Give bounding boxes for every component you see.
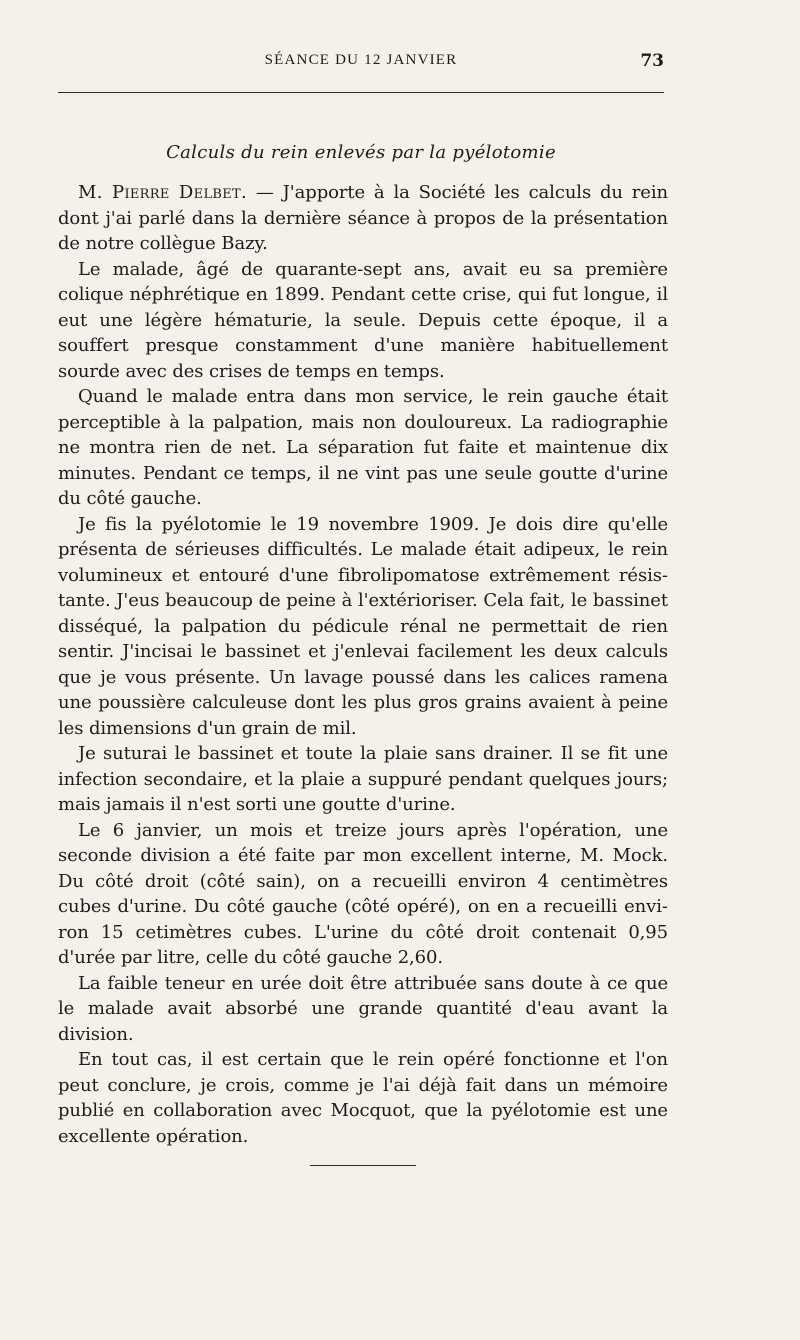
article-body	[58, 180, 668, 1149]
author-name: M. Pierre Delbet.	[78, 182, 248, 203]
paragraph: La faible teneur en urée doit être attribuée sans doute à ce que le malade avait absorbé une grande quantité d'eau avant la division.	[58, 972, 668, 1045]
running-title: SÉANCE DU 12 JANVIER	[264, 52, 458, 68]
paragraph: Le 6 janvier, un mois et treize jours après l'opération, une seconde division a été faite par mon excellent interne, M. Mock. Du côté droit (côté sain), on a recueilli environ 4 centimètres cubes d'urine. Du côté gauche (côté opéré), on en a recueilli environ 15 cetimètres cubes. L'urine du côté droit contenait 0,95 d'urée par litre, celle du côté gauche 2,60.	[58, 819, 668, 968]
header-rule	[58, 92, 664, 93]
paragraph: En tout cas, il est certain que le rein opéré fonctionne et l'on peut conclure, je crois, comme je l'ai déjà fait dans un mémoire publié en collaboration avec Mocquot, que la pyélotomie est une excellente opération.	[58, 1049, 668, 1147]
page-number: 73	[640, 51, 664, 71]
page-header	[58, 52, 664, 74]
paragraph	[58, 180, 668, 257]
paragraph-text: — J'apporte à la Société les calculs du rein dont j'ai parlé dans la dernière séance à propos de la présentation de notre collègue Bazy.	[58, 182, 668, 254]
paragraph: Je fis la pyélotomie le 19 novembre 1909. Je dois dire qu'elle présenta de sérieuses difficultés. Le malade était adipeux, le rein volumineux et entouré d'une fibrolipomatose extrêmement résistante. J'eus beaucoup de peine à l'extérioriser. Cela fait, le bassinet disséqué, la palpation du pédicule rénal ne permettait de rien sentir. J'incisai le bassinet et j'enlevai facilement les deux calculs que je vous présente. Un lavage poussé dans les calices ramena une poussière calculeuse dont les plus gros grains avaient à peine les dimensions d'un grain de mil.	[58, 513, 668, 739]
paragraph: Je suturai le bassinet et toute la plaie sans drainer. Il se fit une infection secondaire, et la plaie a suppuré pendant quelques jours; mais jamais il n'est sorti une goutte d'urine.	[58, 743, 668, 815]
paragraph: Quand le malade entra dans mon service, le rein gauche était perceptible à la palpation, mais non douloureux. La radiographie ne montra rien de net. La séparation fut faite et maintenue dix minutes. Pendant ce temps, il ne vint pas une seule goutte d'urine du côté gauche.	[58, 386, 668, 509]
end-rule	[310, 1165, 416, 1166]
paragraph: Le malade, âgé de quarante-sept ans, avait eu sa première colique néphrétique en 1899. Pendant cette crise, qui fut longue, il eut une légère hématurie, la seule. Depuis cette époque, il a souffert presque constamment d'une manière habituellement sourde avec des crises de temps en temps.	[58, 258, 668, 382]
section-title: Calculs du rein enlevés par la pyélotomie	[166, 142, 556, 163]
